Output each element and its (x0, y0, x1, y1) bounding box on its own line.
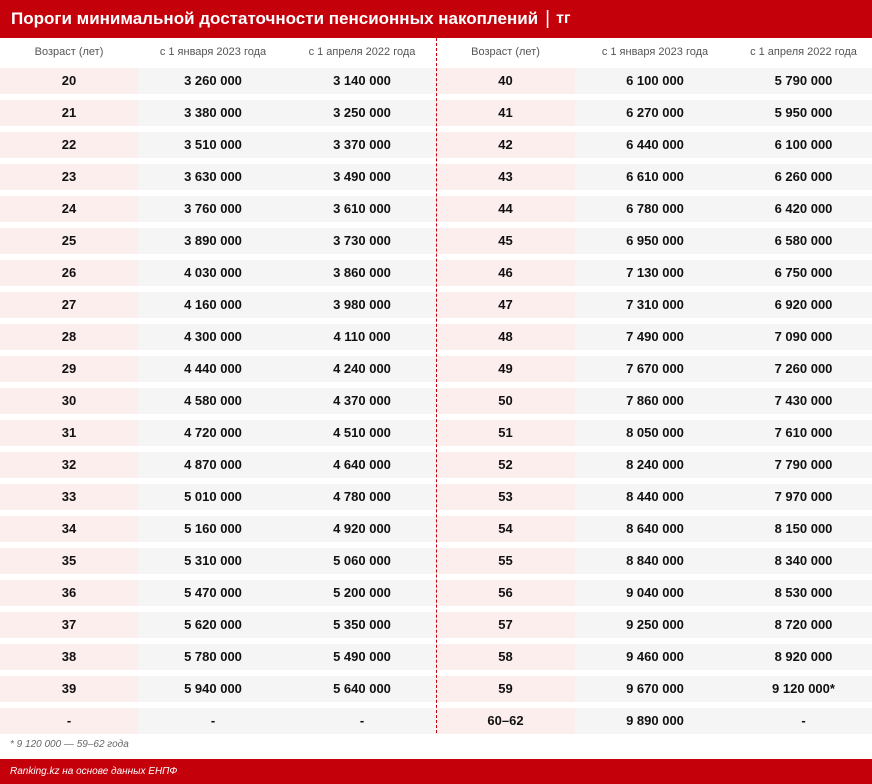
title-separator: | (545, 8, 551, 29)
cell-age-left (0, 641, 138, 673)
cell-value: 3 510 000 (138, 132, 288, 158)
cell-value-2022-right (735, 193, 872, 225)
cell-value: 44 (436, 196, 575, 222)
cell-value: 4 370 000 (288, 388, 436, 414)
cell-value: 45 (436, 228, 575, 254)
cell-age-right (436, 161, 575, 193)
cell-value: 23 (0, 164, 138, 190)
cell-value-2023-right (575, 289, 735, 321)
cell-value-2022-left (288, 193, 436, 225)
cell-value: 3 370 000 (288, 132, 436, 158)
col-header-age-right: Возраст (лет) (471, 45, 540, 58)
cell-age-left (0, 385, 138, 417)
cell-value: 5 790 000 (735, 68, 872, 94)
cell-value: 7 610 000 (735, 420, 872, 446)
cell-value: 42 (436, 132, 575, 158)
cell-value: 4 300 000 (138, 324, 288, 350)
cell-value: 30 (0, 388, 138, 414)
cell-value: 6 100 000 (575, 68, 735, 94)
cell-value-2023-right (575, 609, 735, 641)
cell-value: 6 610 000 (575, 164, 735, 190)
cell-value-2022-left (288, 449, 436, 481)
cell-value: 25 (0, 228, 138, 254)
cell-value-2023-left (138, 577, 288, 609)
cell-value: 34 (0, 516, 138, 542)
cell-value: 32 (0, 452, 138, 478)
cell-age-left (0, 161, 138, 193)
cell-value-2022-left (288, 481, 436, 513)
cell-value-2023-left (138, 481, 288, 513)
cell-value: 7 310 000 (575, 292, 735, 318)
cell-value: 8 720 000 (735, 612, 872, 638)
cell-value-2023-right (575, 97, 735, 129)
cell-value-2022-right (735, 225, 872, 257)
cell-value: 3 380 000 (138, 100, 288, 126)
cell-value-2022-left (288, 641, 436, 673)
page-title: Пороги минимальной достаточности пенсионных накоплений (11, 9, 539, 28)
cell-value: 9 670 000 (575, 676, 735, 702)
cell-value: 9 120 000* (735, 676, 872, 702)
cell-age-right (436, 193, 575, 225)
cell-value-2022-left (288, 257, 436, 289)
cell-value: 8 050 000 (575, 420, 735, 446)
cell-age-left (0, 673, 138, 705)
cell-value: 4 640 000 (288, 452, 436, 478)
col-header-age-left: Возраст (лет) (34, 45, 104, 58)
cell-value-2022-left (288, 545, 436, 577)
cell-value: 3 890 000 (138, 228, 288, 254)
cell-age-left (0, 609, 138, 641)
source-text: Ranking.kz на основе данных ЕНПФ (10, 766, 178, 777)
cell-age-left (0, 353, 138, 385)
cell-value-2022-left (288, 353, 436, 385)
cell-value-2022-left (288, 673, 436, 705)
cell-age-left (0, 65, 138, 97)
cell-value: 3 730 000 (288, 228, 436, 254)
cell-value-2023-left (138, 97, 288, 129)
cell-value-2022-left (288, 513, 436, 545)
cell-value-2023-right (575, 65, 735, 97)
cell-value-2023-left (138, 641, 288, 673)
cell-value-2022-right (735, 289, 872, 321)
cell-value: 31 (0, 420, 138, 446)
cell-value: 4 780 000 (288, 484, 436, 510)
cell-value: 47 (436, 292, 575, 318)
cell-value-2022-left (288, 321, 436, 353)
cell-age-right (436, 225, 575, 257)
cell-value: 5 950 000 (735, 100, 872, 126)
cell-value-2022-right (735, 449, 872, 481)
cell-value: 3 490 000 (288, 164, 436, 190)
cell-age-left (0, 513, 138, 545)
cell-value: - (138, 708, 288, 734)
cell-age-left (0, 449, 138, 481)
cell-value: 6 260 000 (735, 164, 872, 190)
cell-value-2023-left (138, 705, 288, 737)
cell-value-2022-left (288, 65, 436, 97)
cell-value: 3 140 000 (288, 68, 436, 94)
cell-value-2023-right (575, 577, 735, 609)
cell-value-2022-left (288, 385, 436, 417)
cell-value: 5 490 000 (288, 644, 436, 670)
cell-value: 5 470 000 (138, 580, 288, 606)
cell-age-left (0, 289, 138, 321)
cell-value-2022-left (288, 129, 436, 161)
cell-value-2022-right (735, 353, 872, 385)
cell-age-left (0, 129, 138, 161)
cell-value: 9 890 000 (575, 708, 735, 734)
cell-value: 7 970 000 (735, 484, 872, 510)
cell-value: 6 950 000 (575, 228, 735, 254)
cell-age-right (436, 673, 575, 705)
cell-value: 4 240 000 (288, 356, 436, 382)
cell-value-2023-left (138, 449, 288, 481)
cell-value: 3 630 000 (138, 164, 288, 190)
cell-value-2023-left (138, 513, 288, 545)
cell-value: 8 530 000 (735, 580, 872, 606)
cell-age-right (436, 129, 575, 161)
cell-value: 3 980 000 (288, 292, 436, 318)
cell-value-2023-left (138, 225, 288, 257)
cell-value-2023-left (138, 545, 288, 577)
cell-age-left (0, 321, 138, 353)
cell-value: 7 490 000 (575, 324, 735, 350)
cell-value: 4 510 000 (288, 420, 436, 446)
cell-value: 56 (436, 580, 575, 606)
cell-age-right (436, 513, 575, 545)
cell-value: 4 440 000 (138, 356, 288, 382)
cell-value: 8 150 000 (735, 516, 872, 542)
cell-value-2022-right (735, 513, 872, 545)
cell-value: 7 860 000 (575, 388, 735, 414)
cell-value-2022-right (735, 577, 872, 609)
cell-value-2023-right (575, 385, 735, 417)
cell-age-left (0, 545, 138, 577)
cell-value: 5 160 000 (138, 516, 288, 542)
cell-value: 8 240 000 (575, 452, 735, 478)
cell-value: 4 720 000 (138, 420, 288, 446)
cell-value: 26 (0, 260, 138, 286)
cell-value: 6 780 000 (575, 196, 735, 222)
cell-value-2023-right (575, 257, 735, 289)
cell-value-2022-right (735, 129, 872, 161)
cell-value-2023-left (138, 161, 288, 193)
cell-value: 9 040 000 (575, 580, 735, 606)
header-bar (0, 0, 872, 38)
cell-value: 29 (0, 356, 138, 382)
cell-value-2023-right (575, 545, 735, 577)
cell-value: 39 (0, 676, 138, 702)
cell-age-right (436, 417, 575, 449)
cell-age-right (436, 385, 575, 417)
cell-value-2022-right (735, 705, 872, 737)
cell-value: 4 920 000 (288, 516, 436, 542)
cell-age-right (436, 705, 575, 737)
cell-age-left (0, 97, 138, 129)
cell-age-left (0, 257, 138, 289)
cell-value: 46 (436, 260, 575, 286)
cell-value: 7 790 000 (735, 452, 872, 478)
cell-value: 33 (0, 484, 138, 510)
cell-value: 49 (436, 356, 575, 382)
cell-value-2022-left (288, 577, 436, 609)
cell-value: 3 260 000 (138, 68, 288, 94)
cell-value-2023-left (138, 321, 288, 353)
cell-value: 57 (436, 612, 575, 638)
cell-age-right (436, 545, 575, 577)
cell-age-right (436, 257, 575, 289)
cell-value-2023-left (138, 257, 288, 289)
cell-value: 4 160 000 (138, 292, 288, 318)
cell-value-2022-left (288, 417, 436, 449)
cell-value: 4 580 000 (138, 388, 288, 414)
cell-age-right (436, 289, 575, 321)
cell-value-2022-right (735, 545, 872, 577)
cell-value-2023-left (138, 609, 288, 641)
cell-value-2023-right (575, 225, 735, 257)
cell-age-right (436, 321, 575, 353)
cell-value: 48 (436, 324, 575, 350)
cell-value: 8 840 000 (575, 548, 735, 574)
cell-value-2022-right (735, 641, 872, 673)
cell-value-2022-right (735, 161, 872, 193)
cell-value: 7 260 000 (735, 356, 872, 382)
cell-age-right (436, 609, 575, 641)
cell-value-2022-right (735, 321, 872, 353)
cell-value-2023-right (575, 705, 735, 737)
cell-value: - (735, 708, 872, 734)
cell-value-2023-right (575, 513, 735, 545)
cell-value: 6 100 000 (735, 132, 872, 158)
col-header-2023-left: с 1 января 2023 года (159, 45, 267, 58)
cell-value-2023-right (575, 417, 735, 449)
cell-value-2023-left (138, 65, 288, 97)
cell-value-2022-right (735, 481, 872, 513)
cell-value-2023-right (575, 161, 735, 193)
cell-value: 6 420 000 (735, 196, 872, 222)
cell-value-2023-left (138, 289, 288, 321)
cell-value-2023-left (138, 385, 288, 417)
cell-value: 40 (436, 68, 575, 94)
cell-value: 43 (436, 164, 575, 190)
cell-value: 8 340 000 (735, 548, 872, 574)
cell-value-2023-left (138, 193, 288, 225)
cell-value-2023-right (575, 673, 735, 705)
cell-value-2022-right (735, 97, 872, 129)
cell-value: 3 760 000 (138, 196, 288, 222)
cell-value: 7 130 000 (575, 260, 735, 286)
col-header-2022-right: с 1 апреля 2022 года (750, 45, 857, 58)
cell-age-right (436, 481, 575, 513)
cell-value-2023-right (575, 129, 735, 161)
cell-value: 8 920 000 (735, 644, 872, 670)
cell-value: 6 440 000 (575, 132, 735, 158)
cell-value-2023-left (138, 673, 288, 705)
cell-value: 5 200 000 (288, 580, 436, 606)
cell-value: 36 (0, 580, 138, 606)
cell-value: 5 010 000 (138, 484, 288, 510)
cell-age-right (436, 641, 575, 673)
cell-value: 21 (0, 100, 138, 126)
cell-value-2023-right (575, 193, 735, 225)
cell-value: 28 (0, 324, 138, 350)
cell-value-2023-left (138, 129, 288, 161)
cell-value: 5 620 000 (138, 612, 288, 638)
cell-value-2022-left (288, 609, 436, 641)
cell-value: 7 430 000 (735, 388, 872, 414)
cell-value: 3 250 000 (288, 100, 436, 126)
currency-unit: тг (556, 10, 571, 27)
cell-value: 6 750 000 (735, 260, 872, 286)
footnote: * 9 120 000 — 59–62 года (10, 739, 129, 750)
col-header-2022-left: с 1 апреля 2022 года (308, 45, 416, 58)
cell-value: 3 610 000 (288, 196, 436, 222)
column-divider (436, 38, 437, 733)
cell-value-2022-right (735, 65, 872, 97)
cell-value-2022-right (735, 609, 872, 641)
cell-value-2023-right (575, 449, 735, 481)
cell-age-right (436, 97, 575, 129)
cell-value: 38 (0, 644, 138, 670)
cell-age-right (436, 353, 575, 385)
cell-age-right (436, 449, 575, 481)
cell-value: 5 060 000 (288, 548, 436, 574)
cell-age-left (0, 481, 138, 513)
cell-value: 20 (0, 68, 138, 94)
cell-value: 6 270 000 (575, 100, 735, 126)
cell-value: 8 440 000 (575, 484, 735, 510)
cell-age-right (436, 65, 575, 97)
cell-value: 59 (436, 676, 575, 702)
cell-value-2022-right (735, 417, 872, 449)
cell-value: 3 860 000 (288, 260, 436, 286)
cell-value-2022-left (288, 705, 436, 737)
cell-value: 4 110 000 (288, 324, 436, 350)
cell-value: 27 (0, 292, 138, 318)
cell-value: - (288, 708, 436, 734)
cell-value-2022-right (735, 673, 872, 705)
cell-value-2023-right (575, 641, 735, 673)
cell-value: 7 670 000 (575, 356, 735, 382)
cell-value: 8 640 000 (575, 516, 735, 542)
cell-value: 5 310 000 (138, 548, 288, 574)
cell-value: 5 350 000 (288, 612, 436, 638)
cell-value: 54 (436, 516, 575, 542)
cell-value: 5 780 000 (138, 644, 288, 670)
source-footer (0, 759, 872, 784)
cell-value: 9 460 000 (575, 644, 735, 670)
cell-value: 35 (0, 548, 138, 574)
col-header-2023-right: с 1 января 2023 года (601, 45, 709, 58)
cell-age-left (0, 705, 138, 737)
cell-value: 51 (436, 420, 575, 446)
cell-age-left (0, 577, 138, 609)
cell-value-2023-right (575, 353, 735, 385)
cell-value: 60–62 (436, 708, 575, 734)
cell-value: 52 (436, 452, 575, 478)
cell-age-left (0, 417, 138, 449)
cell-value: 6 580 000 (735, 228, 872, 254)
cell-value: 50 (436, 388, 575, 414)
cell-value-2022-left (288, 225, 436, 257)
cell-value: 41 (436, 100, 575, 126)
cell-value: 58 (436, 644, 575, 670)
cell-value: 6 920 000 (735, 292, 872, 318)
cell-value: - (0, 708, 138, 734)
cell-value: 24 (0, 196, 138, 222)
cell-value-2023-right (575, 321, 735, 353)
cell-age-left (0, 193, 138, 225)
cell-value: 5 940 000 (138, 676, 288, 702)
cell-value: 55 (436, 548, 575, 574)
cell-value: 4 030 000 (138, 260, 288, 286)
cell-value-2022-left (288, 97, 436, 129)
cell-value: 7 090 000 (735, 324, 872, 350)
cell-value: 4 870 000 (138, 452, 288, 478)
cell-value: 37 (0, 612, 138, 638)
cell-value: 9 250 000 (575, 612, 735, 638)
cell-value-2022-right (735, 385, 872, 417)
cell-age-left (0, 225, 138, 257)
cell-value-2023-right (575, 481, 735, 513)
cell-value: 53 (436, 484, 575, 510)
cell-value: 22 (0, 132, 138, 158)
cell-value: 5 640 000 (288, 676, 436, 702)
cell-value-2023-left (138, 417, 288, 449)
cell-age-right (436, 577, 575, 609)
cell-value-2022-right (735, 257, 872, 289)
cell-value-2022-left (288, 161, 436, 193)
cell-value-2023-left (138, 353, 288, 385)
cell-value-2022-left (288, 289, 436, 321)
